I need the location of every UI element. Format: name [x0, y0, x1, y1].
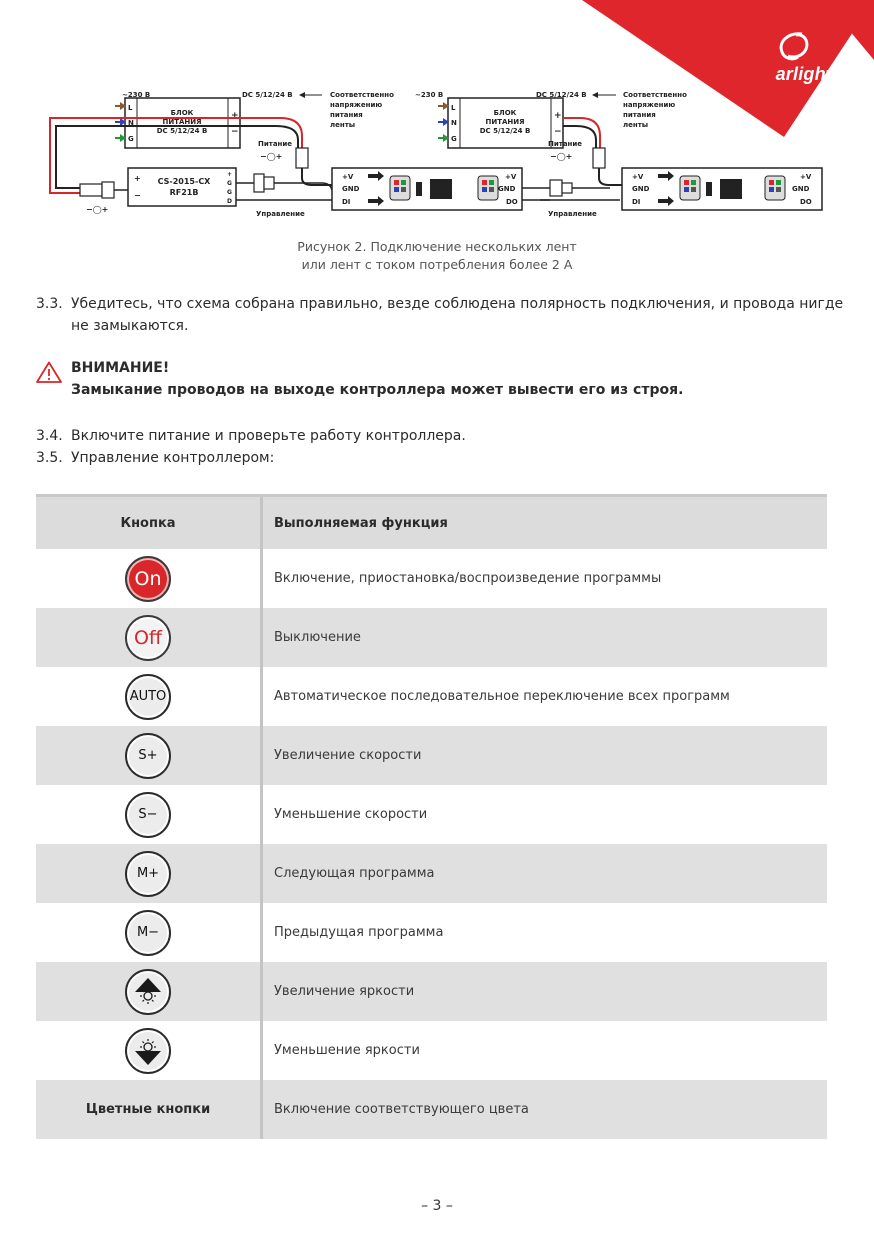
header-function-col: Выполняемая функция [260, 497, 827, 549]
function-text: Увеличение скорости [260, 726, 827, 785]
table-row [36, 844, 827, 903]
brand-logo: arlight [775, 64, 832, 84]
control-label-left: Управление [256, 210, 305, 218]
note-line-2-right: напряжению [623, 101, 676, 109]
function-text: Уменьшение яркости [260, 1021, 827, 1080]
psu-title-2: ПИТАНИЯ [162, 118, 202, 126]
section-number: 3.3. [36, 296, 63, 312]
section-text: Управление контроллером: [71, 450, 275, 466]
controller-pin-minus: − [134, 191, 141, 200]
function-text: Предыдущая программа [260, 903, 827, 962]
psu-out-plus: + [554, 111, 562, 121]
note-line-2: напряжению [330, 101, 383, 109]
auto-button-icon: AUTO [125, 674, 171, 720]
note-line-3: питания [330, 111, 363, 119]
section-number: 3.5. [36, 450, 63, 466]
figure-caption-line-2: или лент с током потребления более 2 А [301, 257, 573, 272]
table-row [36, 785, 827, 844]
svg-text:−◯+: −◯+ [86, 205, 109, 214]
function-text: Уменьшение скорости [260, 785, 827, 844]
note-line-3-right: питания [623, 111, 656, 119]
psu-dc-label: DC 5/12/24 В [536, 91, 587, 99]
function-text: Включение соответствующего цвета [260, 1080, 827, 1139]
svg-text:GND: GND [632, 185, 650, 193]
table-row [36, 549, 827, 608]
control-label-right: Управление [548, 210, 597, 218]
warning-text: Замыкание проводов на выходе контроллера может вывести его из строя. [71, 382, 684, 398]
on-button-icon: On [125, 556, 171, 602]
strip-gnd-label: GND [342, 185, 360, 193]
psu-pin-l: L [451, 104, 456, 112]
controller-pin-plus: + [134, 174, 141, 183]
psu-input-label: ~230 В [122, 91, 151, 99]
power-label-right: Питание [548, 140, 583, 148]
psu-pin-l: L [128, 104, 133, 112]
table-row [36, 962, 827, 1021]
svg-text:DO: DO [800, 198, 812, 206]
svg-text:+V: +V [505, 173, 517, 181]
psu-pin-n: N [128, 119, 134, 127]
warning-icon [36, 361, 62, 383]
mode-next-button-icon: M+ [125, 851, 171, 897]
table-row [36, 608, 827, 667]
svg-text:−◯+: −◯+ [550, 152, 573, 161]
function-text: Включение, приостановка/воспроизведение программы [260, 549, 827, 608]
brightness-down-button-icon [125, 1028, 171, 1074]
strip-v-label: +V [342, 173, 354, 181]
svg-text:+V: +V [632, 173, 644, 181]
section-number: 3.4. [36, 428, 63, 444]
psu-dc-label: DC 5/12/24 В [242, 91, 293, 99]
arlight-swirl-icon [774, 30, 814, 64]
psu-title-3: DC 5/12/24 В [479, 127, 531, 135]
svg-text:DI: DI [632, 198, 641, 206]
table-header-row [36, 494, 827, 549]
function-text: Выключение [260, 608, 827, 667]
note-line-4: ленты [330, 121, 356, 129]
controller-title-2: RF21B [169, 188, 199, 197]
strip-do-label: DO [506, 198, 518, 206]
psu-title-2: ПИТАНИЯ [485, 118, 525, 126]
warning-title: ВНИМАНИЕ! [71, 360, 170, 376]
controller-pin-g1: G [227, 180, 232, 187]
speed-down-button-icon: S− [125, 792, 171, 838]
psu-pin-g: G [128, 135, 134, 143]
color-buttons-label: Цветные кнопки [85, 1102, 211, 1117]
controller-title-1: CS-2015-CX [157, 177, 211, 186]
table-row [36, 726, 827, 785]
controller-box [114, 168, 340, 218]
led-strip-right [622, 168, 822, 210]
psu-title-1: БЛОК [170, 109, 194, 117]
power-label-left: Питание [258, 140, 293, 148]
button-function-table [36, 494, 827, 1139]
table-row [36, 1021, 827, 1080]
note-line-1: Соответственно [330, 91, 394, 99]
function-text: Увеличение яркости [260, 962, 827, 1021]
psu-out-plus: + [231, 111, 239, 121]
page-number: – 3 – [421, 1198, 453, 1214]
svg-text:GND: GND [498, 185, 516, 193]
speed-up-button-icon: S+ [125, 733, 171, 779]
svg-text:−◯+: −◯+ [260, 152, 283, 161]
brightness-up-button-icon [125, 969, 171, 1015]
strip-di-label: DI [342, 198, 351, 206]
table-row [36, 903, 827, 962]
psu-title-3: DC 5/12/24 В [156, 127, 208, 135]
psu-title-1: БЛОК [493, 109, 517, 117]
psu-input-label: ~230 В [415, 91, 444, 99]
function-text: Автоматическое последовательное переключение всех программ [260, 667, 827, 726]
figure-caption-line-1: Рисунок 2. Подключение нескольких лент [297, 239, 577, 254]
section-text: Включите питание и проверьте работу контроллера. [71, 428, 466, 444]
psu-out-minus: − [231, 127, 239, 137]
wiring-diagram [40, 88, 830, 228]
led-strip-left [332, 168, 522, 210]
controller-pin-d: D [227, 198, 232, 205]
table-row [36, 1080, 827, 1139]
section-text-line-2: не замыкаются. [71, 318, 189, 334]
left-power-supply [115, 91, 394, 148]
note-line-4-right: ленты [623, 121, 649, 129]
note-line-1-right: Соответственно [623, 91, 687, 99]
mode-prev-button-icon: M− [125, 910, 171, 956]
svg-text:GND: GND [792, 185, 810, 193]
off-button-icon: Off [125, 615, 171, 661]
section-text-line-1: Убедитесь, что схема собрана правильно, везде соблюдена полярность подключения, и провода нигде [71, 296, 844, 312]
header-button-col: Кнопка [120, 515, 176, 531]
controller-pin-g2: G [227, 189, 232, 196]
psu-pin-g: G [451, 135, 457, 143]
psu-out-minus: − [554, 127, 562, 137]
psu-pin-n: N [451, 119, 457, 127]
table-row [36, 667, 827, 726]
svg-text:+: + [227, 171, 233, 178]
function-text: Следующая программа [260, 844, 827, 903]
svg-text:+V: +V [800, 173, 812, 181]
